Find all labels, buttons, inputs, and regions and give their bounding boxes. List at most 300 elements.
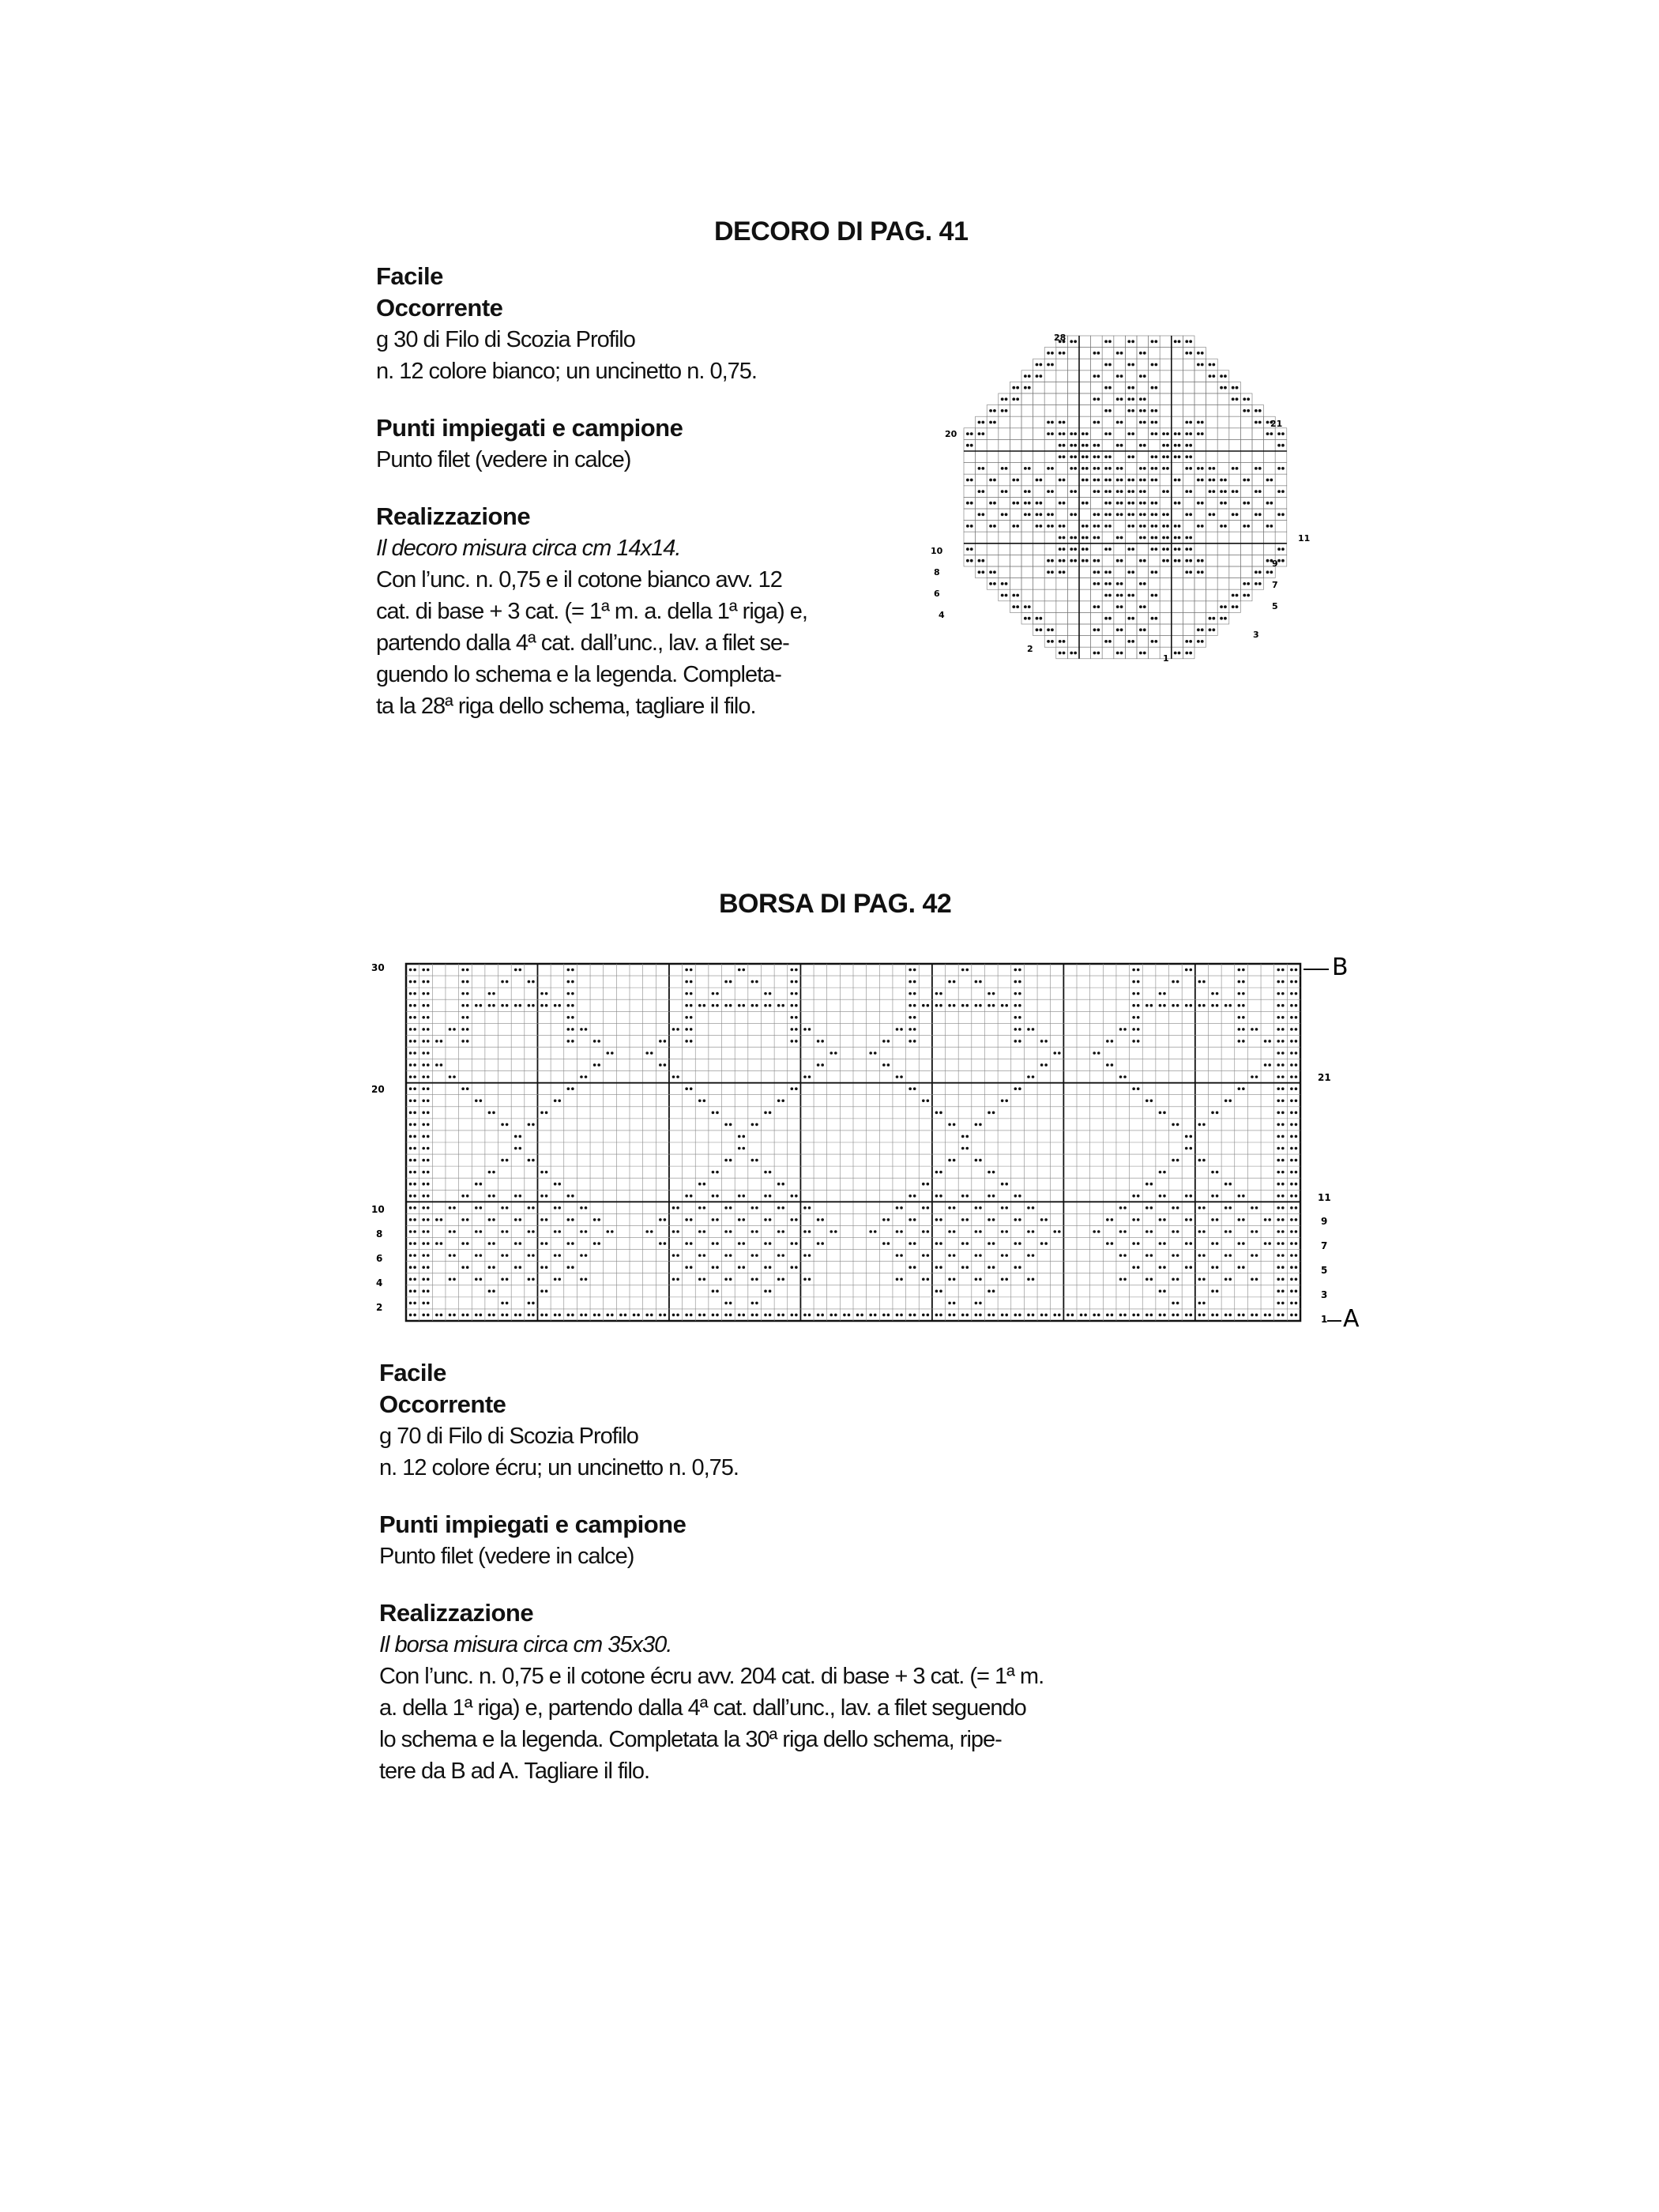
grid-cell [1021, 474, 1033, 486]
filet-dot [518, 1218, 521, 1221]
filet-dot [1108, 432, 1112, 435]
filet-dot [777, 1277, 781, 1281]
filet-dot [409, 1302, 412, 1305]
filet-dot [1047, 640, 1050, 643]
filet-dot [1290, 1266, 1293, 1269]
filet-dot [571, 969, 574, 972]
filet-dot [492, 1171, 495, 1174]
filet-dot [1131, 432, 1134, 435]
filet-dot [506, 1277, 509, 1281]
filet-dot [413, 1314, 416, 1317]
filet-dot [1185, 640, 1188, 643]
grid-cell [1091, 636, 1103, 648]
grid-cell [1172, 578, 1183, 590]
filet-dot [764, 1314, 767, 1317]
filet-dot [896, 1075, 899, 1078]
filet-dot [817, 1040, 820, 1043]
filet-dot [1001, 1277, 1004, 1281]
filet-dot [1209, 479, 1212, 482]
grid-cell [1091, 544, 1103, 555]
filet-dot [1082, 559, 1085, 562]
filet-dot [672, 1314, 675, 1317]
filet-dot [1018, 1087, 1021, 1090]
filet-dot [1255, 1206, 1258, 1209]
filet-dot [1281, 1171, 1285, 1174]
grid-cell [999, 474, 1010, 486]
grid-cell [1056, 393, 1068, 405]
filet-dot [1159, 1218, 1162, 1221]
filet-dot [453, 1277, 456, 1281]
filet-dot [1277, 1087, 1280, 1090]
filet-dot [1209, 617, 1212, 620]
filet-dot [554, 1254, 557, 1257]
filet-dot [427, 1206, 430, 1209]
grid-cell [1010, 428, 1021, 440]
filet-dot [492, 1194, 495, 1198]
filet-dot [1277, 1183, 1280, 1186]
grid-cell [1056, 647, 1068, 659]
filet-dot [1154, 363, 1157, 367]
filet-dot [1108, 640, 1112, 643]
grid-cell [1194, 416, 1206, 428]
filet-dot [1012, 605, 1015, 608]
filet-dot [1139, 421, 1142, 424]
filet-dot [703, 1206, 706, 1209]
filet-dot [1139, 513, 1142, 516]
filet-dot [427, 980, 430, 984]
filet-dot [427, 1242, 430, 1245]
filet-dot [908, 1218, 912, 1221]
filet-dot [1059, 352, 1062, 355]
filet-dot [422, 1266, 425, 1269]
filet-dot [1151, 363, 1154, 367]
filet-dot [791, 1087, 794, 1090]
filet-dot [834, 1314, 837, 1317]
filet-dot [1189, 536, 1192, 540]
grid-cell [1264, 439, 1276, 451]
filet-dot [1159, 1194, 1162, 1198]
filet-dot [1151, 547, 1154, 551]
filet-dot [1232, 513, 1235, 516]
filet-dot [461, 1040, 465, 1043]
filet-dot [1224, 1206, 1228, 1209]
filet-dot [1198, 1302, 1202, 1305]
grid-cell [1056, 497, 1068, 509]
filet-dot [795, 969, 798, 972]
filet-dot [1146, 1206, 1149, 1209]
filet-dot [1106, 1040, 1109, 1043]
filet-dot [1176, 1230, 1179, 1233]
filet-dot [1236, 467, 1239, 470]
filet-dot [1290, 1183, 1293, 1186]
filet-dot [1132, 1242, 1135, 1245]
filet-dot [1159, 1242, 1162, 1245]
filet-dot [1120, 374, 1123, 378]
filet-dot [664, 1218, 667, 1221]
filet-dot [1063, 570, 1066, 574]
grid-cell [1149, 463, 1161, 475]
filet-dot [1202, 1302, 1206, 1305]
filet-dot [1005, 1277, 1008, 1281]
filet-dot [585, 1314, 588, 1317]
filet-dot [506, 1230, 509, 1233]
filet-dot [1082, 525, 1085, 528]
filet-dot [1074, 467, 1077, 470]
grid-cell [1021, 382, 1033, 393]
grid-cell [1275, 451, 1287, 463]
filet-dot [1281, 1099, 1285, 1102]
grid-cell [1206, 439, 1218, 451]
filet-dot [1281, 1218, 1285, 1221]
grid-cell [976, 566, 988, 578]
filet-dot [1012, 525, 1015, 528]
filet-dot [1268, 1040, 1271, 1043]
filet-dot [1070, 432, 1073, 435]
filet-dot [1189, 969, 1192, 972]
filet-dot [948, 1230, 951, 1233]
filet-dot [659, 1242, 662, 1245]
filet-dot [1163, 1112, 1166, 1115]
filet-dot [1132, 1028, 1135, 1031]
grid-cell [1240, 486, 1252, 498]
grid-cell [1044, 382, 1056, 393]
grid-cell [1114, 589, 1126, 601]
filet-dot [1071, 1314, 1074, 1317]
filet-dot [992, 1314, 995, 1317]
grid-cell [1044, 486, 1056, 498]
filet-dot [1116, 559, 1119, 562]
grid-cell [1217, 474, 1229, 486]
filet-dot [970, 444, 973, 447]
filet-dot [1277, 1266, 1280, 1269]
filet-dot [1024, 386, 1027, 389]
filet-dot [979, 1004, 982, 1007]
filet-dot [908, 1242, 912, 1245]
filet-dot [488, 1290, 491, 1293]
filet-dot [808, 1028, 811, 1031]
filet-dot [1185, 969, 1188, 972]
filet-dot [1085, 479, 1089, 482]
grid-cell [1217, 601, 1229, 613]
filet-dot [1295, 1063, 1298, 1066]
filet-dot [1131, 547, 1134, 551]
grid-cell [1160, 601, 1172, 613]
grid-cell [1033, 509, 1045, 521]
filet-dot [1212, 467, 1215, 470]
borsa-row-label: 3 [1321, 1289, 1328, 1300]
filet-dot [970, 502, 973, 505]
filet-dot [1290, 1302, 1293, 1305]
filet-dot [755, 1302, 758, 1305]
filet-dot [528, 1230, 531, 1233]
grid-cell [1252, 428, 1264, 440]
grid-cell [964, 509, 976, 521]
filet-dot [1242, 1266, 1245, 1269]
filet-dot [834, 1230, 837, 1233]
grid-cell [1183, 474, 1194, 486]
filet-dot [1189, 444, 1192, 447]
filet-dot [777, 1099, 781, 1102]
filet-dot [1120, 605, 1123, 608]
grid-cell [1102, 405, 1114, 417]
filet-dot [427, 1277, 430, 1281]
filet-dot [554, 1004, 557, 1007]
grid-cell [1010, 555, 1021, 566]
filet-dot [1016, 502, 1019, 505]
filet-dot [1106, 1314, 1109, 1317]
filet-dot [409, 1277, 412, 1281]
filet-dot [1047, 352, 1050, 355]
grid-cell [1183, 393, 1194, 405]
filet-dot [992, 992, 995, 995]
filet-dot [685, 1040, 688, 1043]
filet-dot [571, 1194, 574, 1198]
grid-cell [1056, 624, 1068, 636]
filet-dot [1281, 1016, 1285, 1019]
grid-cell [1044, 393, 1056, 405]
section1-title: DECORO DI PAG. 41 [714, 216, 969, 246]
borsa-filet-chart-svg [356, 948, 1375, 1343]
filet-dot [1281, 1290, 1285, 1293]
filet-dot [896, 1230, 899, 1233]
filet-dot [729, 1123, 732, 1127]
filet-dot [1277, 969, 1280, 972]
filet-dot [751, 1159, 754, 1162]
filet-dot [492, 1004, 495, 1007]
filet-dot [571, 1314, 574, 1317]
filet-dot [422, 1254, 425, 1257]
grid-cell [1149, 601, 1161, 613]
grid-cell [1114, 509, 1126, 521]
grid-cell [1091, 486, 1103, 498]
filet-dot [1290, 1028, 1293, 1031]
filet-dot [975, 1277, 978, 1281]
section2-title: BORSA DI PAG. 42 [719, 889, 952, 919]
filet-dot [1131, 570, 1134, 574]
filet-dot [935, 1112, 939, 1115]
grid-cell [1217, 612, 1229, 624]
filet-dot [1059, 502, 1062, 505]
filet-dot [908, 1004, 912, 1007]
filet-dot [993, 525, 996, 528]
filet-dot [1137, 1266, 1140, 1269]
grid-cell [1160, 544, 1172, 555]
filet-dot [1018, 1016, 1021, 1019]
filet-dot [475, 1183, 478, 1186]
grid-cell [1079, 428, 1091, 440]
filet-dot [475, 1099, 478, 1102]
grid-cell [1172, 497, 1183, 509]
filet-dot [1295, 1171, 1298, 1174]
filet-dot [461, 992, 465, 995]
grid-cell [1183, 405, 1194, 417]
filet-dot [1018, 980, 1021, 984]
grid-cell [1206, 393, 1218, 405]
grid-cell [1114, 405, 1126, 417]
filet-dot [1051, 432, 1054, 435]
filet-dot [1039, 525, 1042, 528]
grid-cell [1217, 486, 1229, 498]
grid-cell [1183, 612, 1194, 624]
filet-dot [1028, 374, 1031, 378]
filet-dot [528, 980, 531, 984]
filet-dot [1036, 374, 1039, 378]
filet-dot [970, 432, 973, 435]
filet-dot [764, 1290, 767, 1293]
filet-dot [1295, 1290, 1298, 1293]
filet-dot [1059, 479, 1062, 482]
filet-dot [1005, 1099, 1008, 1102]
grid-cell [1160, 521, 1172, 532]
filet-dot [1238, 969, 1241, 972]
filet-dot [1146, 1183, 1149, 1186]
filet-dot [1281, 1254, 1285, 1257]
filet-dot [795, 1266, 798, 1269]
filet-dot [1295, 1075, 1298, 1078]
grid-cell [1033, 555, 1045, 566]
filet-dot [1063, 421, 1066, 424]
filet-dot [427, 1266, 430, 1269]
filet-dot [593, 1040, 596, 1043]
grid-cell [1217, 544, 1229, 555]
filet-dot [1143, 479, 1146, 482]
filet-dot [781, 1099, 784, 1102]
filet-dot [712, 1194, 715, 1198]
grid-cell [1160, 348, 1172, 359]
filet-dot [1295, 1040, 1298, 1043]
filet-dot [922, 1004, 925, 1007]
grid-cell [1091, 578, 1103, 590]
grid-cell [1172, 612, 1183, 624]
grid-cell [1149, 566, 1161, 578]
grid-cell [1079, 348, 1091, 359]
grid-cell [1102, 393, 1114, 405]
grid-cell [1021, 544, 1033, 555]
filet-dot [1281, 513, 1285, 516]
filet-dot [1051, 421, 1054, 424]
filet-dot [1212, 617, 1215, 620]
filet-dot [1176, 1159, 1179, 1162]
filet-dot [427, 1290, 430, 1293]
filet-dot [1242, 1028, 1245, 1031]
filet-dot [1063, 479, 1066, 482]
filet-dot [834, 1051, 837, 1055]
filet-dot [1277, 1314, 1280, 1317]
filet-dot [989, 502, 992, 505]
grid-cell [1102, 624, 1114, 636]
filet-dot [518, 1266, 521, 1269]
filet-dot [935, 1004, 939, 1007]
section1-making-size: Il decoro misura circa cm 14x14. [376, 536, 681, 561]
filet-dot [422, 1063, 425, 1066]
filet-dot [900, 1075, 903, 1078]
filet-dot [1097, 1230, 1100, 1233]
filet-dot [1189, 432, 1192, 435]
filet-dot [1016, 386, 1019, 389]
filet-dot [1154, 502, 1157, 505]
filet-dot [1202, 1254, 1206, 1257]
filet-dot [961, 1314, 965, 1317]
filet-dot [795, 1218, 798, 1221]
filet-dot [1047, 490, 1050, 493]
filet-dot [1051, 628, 1054, 631]
filet-dot [716, 1194, 719, 1198]
grid-cell [964, 439, 976, 451]
filet-dot [1120, 421, 1123, 424]
filet-dot [1185, 444, 1188, 447]
grid-cell [1206, 405, 1218, 417]
filet-dot [1189, 1004, 1192, 1007]
grid-cell [1194, 532, 1206, 544]
grid-cell [1252, 474, 1264, 486]
filet-dot [1290, 1290, 1293, 1293]
filet-dot [1059, 536, 1062, 540]
filet-dot [567, 980, 570, 984]
filet-dot [1277, 1194, 1280, 1198]
grid-cell [1067, 544, 1079, 555]
filet-dot [979, 1302, 982, 1305]
filet-dot [488, 1242, 491, 1245]
grid-cell [1125, 439, 1137, 451]
grid-cell [1240, 474, 1252, 486]
filet-dot [724, 1004, 728, 1007]
filet-dot [1111, 1314, 1114, 1317]
grid-cell [1125, 612, 1137, 624]
grid-cell [1194, 624, 1206, 636]
section1-making-line: ta la 28ª riga dello schema, tagliare il filo. [376, 694, 756, 719]
filet-dot [729, 1302, 732, 1305]
filet-dot [1211, 1290, 1214, 1293]
filet-dot [518, 1147, 521, 1150]
filet-dot [1154, 547, 1157, 551]
filet-dot [1024, 513, 1027, 516]
grid-cell [1149, 474, 1161, 486]
filet-dot [1137, 1314, 1140, 1317]
filet-dot [1178, 525, 1181, 528]
grid-cell [1264, 521, 1276, 532]
filet-dot [1116, 513, 1119, 516]
filet-dot [1132, 992, 1135, 995]
filet-dot [992, 1004, 995, 1007]
filet-dot [1108, 467, 1112, 470]
filet-dot [1120, 502, 1123, 505]
filet-dot [1151, 536, 1154, 540]
grid-cell [1229, 405, 1241, 417]
grid-cell [1125, 393, 1137, 405]
grid-cell [1021, 405, 1033, 417]
filet-dot [1209, 513, 1212, 516]
filet-dot [1295, 1087, 1298, 1090]
filet-dot [1243, 397, 1246, 401]
filet-dot [1097, 1051, 1100, 1055]
filet-dot [1139, 409, 1142, 412]
filet-dot [1174, 547, 1177, 551]
filet-dot [1074, 652, 1077, 655]
filet-dot [1150, 1277, 1153, 1281]
grid-cell [1033, 521, 1045, 532]
filet-dot [939, 1218, 942, 1221]
filet-dot [821, 1314, 824, 1317]
filet-dot [593, 1242, 596, 1245]
filet-dot [939, 1194, 942, 1198]
filet-dot [1216, 1171, 1219, 1174]
filet-dot [1005, 1314, 1008, 1317]
grid-cell [1252, 532, 1264, 544]
grid-cell [1079, 474, 1091, 486]
filet-dot [1281, 1087, 1285, 1090]
filet-dot [1185, 1194, 1188, 1198]
filet-dot [492, 1218, 495, 1221]
